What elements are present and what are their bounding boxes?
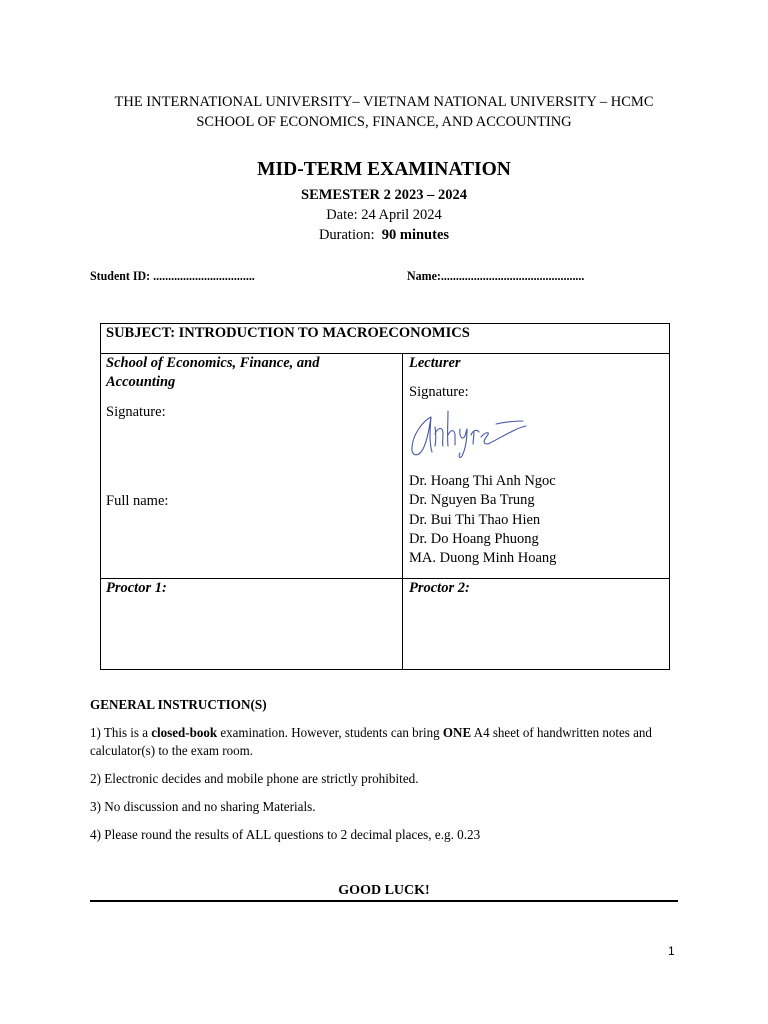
lecturer-name-5: MA. Duong Minh Hoang xyxy=(409,550,557,566)
lecturer-name-4: Dr. Do Hoang Phuong xyxy=(409,531,539,547)
lecturer-cell-title: Lecturer xyxy=(409,355,461,371)
instruction-3: 3) No discussion and no sharing Materials. xyxy=(90,800,316,815)
footer-rule xyxy=(90,900,678,902)
school-name: SCHOOL OF ECONOMICS, FINANCE, AND ACCOUNTING xyxy=(196,114,572,130)
proctor-2-label: Proctor 2: xyxy=(409,580,470,596)
student-id-field xyxy=(90,268,255,284)
instruction-1 xyxy=(90,725,671,761)
student-name-label: Name: xyxy=(407,268,441,283)
lecturer-name-2: Dr. Nguyen Ba Trung xyxy=(409,492,535,508)
lecturer-signature-image xyxy=(407,408,529,460)
exam-date: Date: 24 April 2024 xyxy=(326,207,442,223)
instruction-2: 2) Electronic decides and mobile phone are strictly prohibited. xyxy=(90,772,419,787)
instructions-heading: GENERAL INSTRUCTION(S) xyxy=(90,698,267,713)
university-name: THE INTERNATIONAL UNIVERSITY– VIETNAM NATIONAL UNIVERSITY – HCMC xyxy=(114,94,654,110)
student-id-dots: .................................. xyxy=(153,268,255,283)
student-name-field xyxy=(407,268,584,284)
table-border-bottom xyxy=(100,669,670,670)
student-id-label: Student ID: xyxy=(90,268,151,283)
exam-duration xyxy=(0,227,768,244)
school-signature-label: Signature: xyxy=(106,404,166,420)
instruction-1-text-a: 1) This is a xyxy=(90,726,152,741)
student-name-dots: ................................................ xyxy=(440,268,585,283)
lecturer-name-3: Dr. Bui Thi Thao Hien xyxy=(409,512,541,528)
instruction-1-one: ONE xyxy=(442,726,472,741)
table-border-right xyxy=(669,323,670,670)
table-border-middle xyxy=(402,353,403,670)
proctor-1-label: Proctor 1: xyxy=(106,580,167,596)
lecturer-signature-label: Signature: xyxy=(409,384,469,400)
semester: SEMESTER 2 2023 – 2024 xyxy=(301,187,467,203)
instruction-4: 4) Please round the results of ALL questions to 2 decimal places, e.g. 0.23 xyxy=(90,828,481,843)
instruction-1-closed-book: closed-book xyxy=(151,726,218,741)
good-luck: GOOD LUCK! xyxy=(338,883,430,898)
table-border-row2 xyxy=(100,578,670,579)
instruction-1-text-b: examination. However, students can bring xyxy=(217,726,443,741)
lecturer-name-1: Dr. Hoang Thi Anh Ngoc xyxy=(409,473,556,489)
page-number: 1 xyxy=(668,944,675,958)
school-cell-title-line2: Accounting xyxy=(106,374,176,390)
subject-title: SUBJECT: INTRODUCTION TO MACROECONOMICS xyxy=(106,325,470,341)
school-cell-title-line1: School of Economics, Finance, and xyxy=(106,355,320,371)
duration-label: Duration: xyxy=(318,227,375,243)
school-fullname-label: Full name: xyxy=(106,493,169,509)
instruction-1-text-c: A4 sheet of handwritten notes and calculator(s) to the exam room. xyxy=(90,726,652,759)
table-border-left xyxy=(100,323,101,670)
exam-title: MID-TERM EXAMINATION xyxy=(257,159,511,180)
duration-value: 90 minutes xyxy=(381,227,450,243)
